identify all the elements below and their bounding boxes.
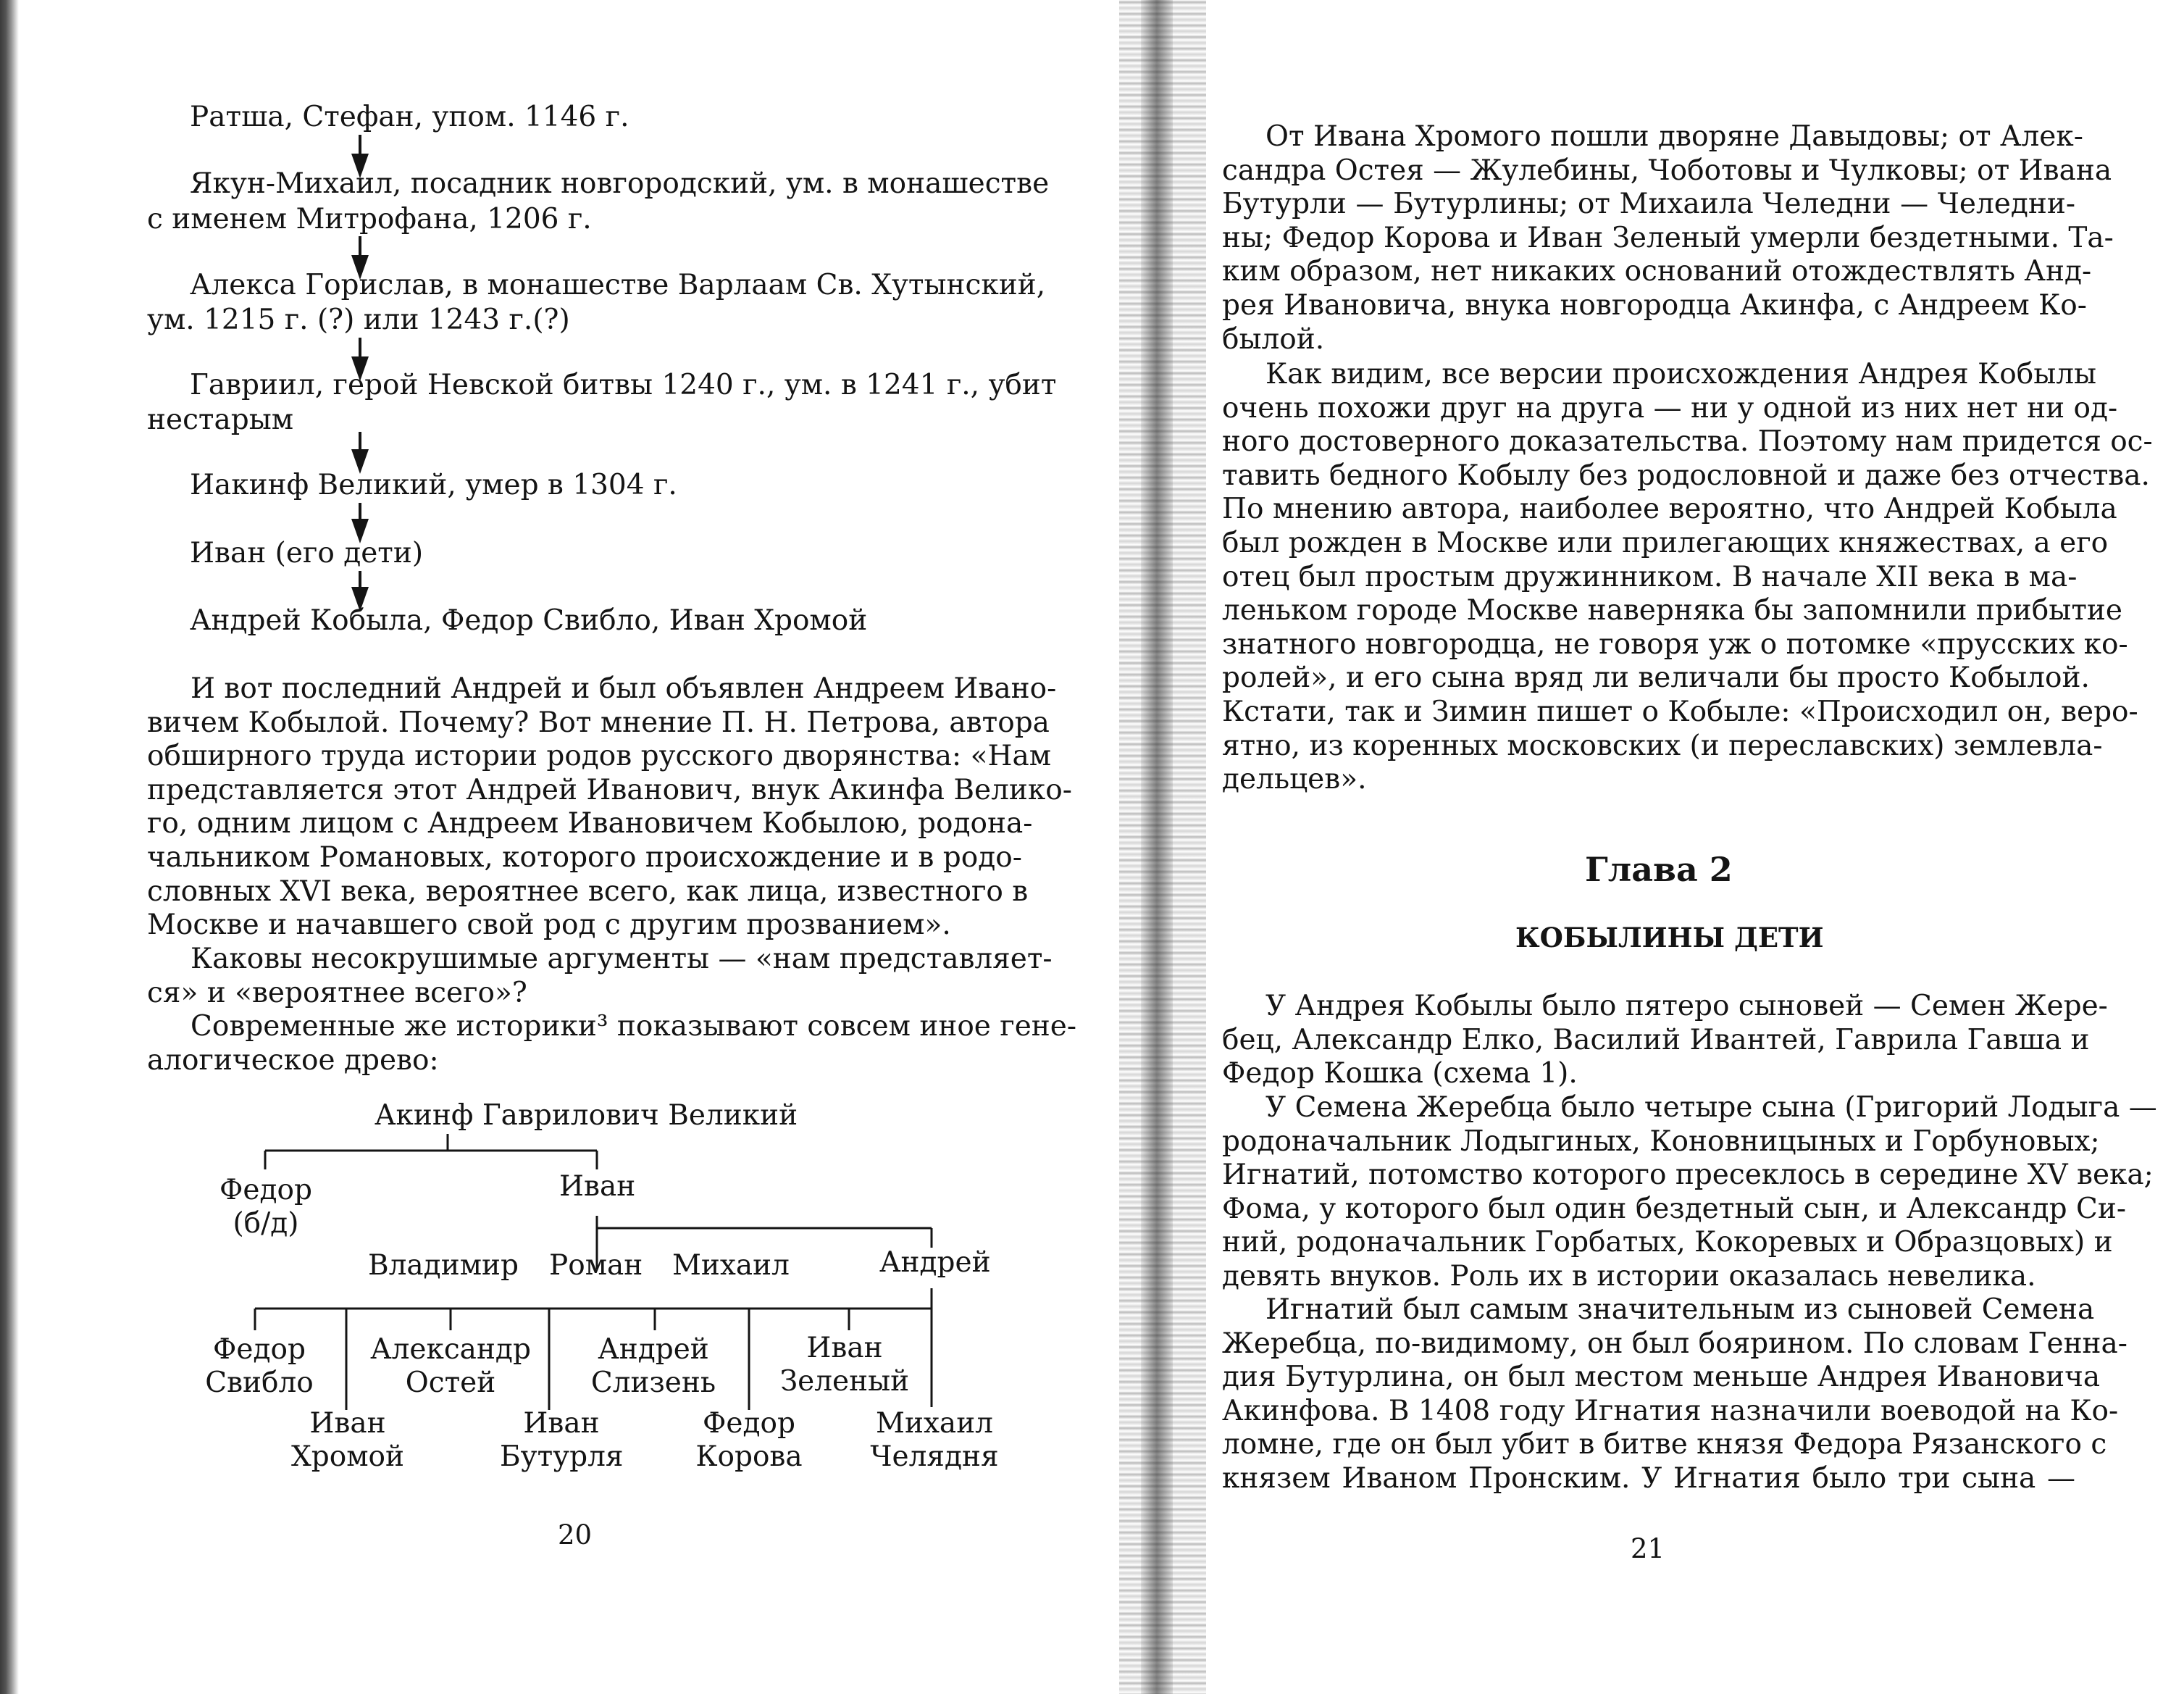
text-line: родоначальник Лодыгиных, Коновницыных и Горбуновых;	[1222, 1125, 2100, 1158]
tree-node-name: Челядня	[870, 1440, 999, 1473]
text-line: дия Бутурлина, он был местом меньше Андрея Ивановича	[1222, 1361, 2101, 1394]
text-line: князем Иваном Пронским. У Игнатия было три сына —	[1222, 1461, 2075, 1495]
tree-node-name: Остей	[405, 1367, 496, 1399]
text-line: рея Ивановича, внука новгородца Акинфа, с Андреем Ко-	[1222, 288, 2087, 322]
tree-node-fedor-korova	[691, 1407, 807, 1474]
tree-node-name: Иван	[309, 1407, 386, 1440]
tree-node-note: (б/д)	[233, 1207, 299, 1240]
tree-root: Акинф Гаврилович Великий	[375, 1099, 798, 1132]
text-line: представляется этот Андрей Иванович, внук Акинфа Велико-	[147, 773, 1072, 806]
tree-node-ivan-zeleny	[778, 1332, 911, 1398]
tree-node-name: Хромой	[290, 1440, 405, 1473]
tree-node-name: Федор	[219, 1174, 312, 1206]
text-line: словных XVI века, вероятнее всего, как лица, известного в	[147, 875, 1029, 908]
text-line: ся» и «вероятнее всего»?	[147, 976, 527, 1009]
book-gutter-fold	[1141, 0, 1173, 1694]
text-line: ний, родоначальник Горбатых, Кокоревых и Образцовых) и	[1222, 1226, 2113, 1259]
right-paragraph-5	[1222, 1293, 2127, 1496]
text-line: От Ивана Хромого пошли дворяне Давыдовы; от Алек-	[1265, 120, 2083, 153]
lineage-line: Иакинф Великий, умер в 1304 г.	[190, 469, 677, 501]
text-line: Жеребца, по-видимому, он был боярином. По словам Генна-	[1222, 1327, 2127, 1360]
text-line: Фома, у которого был один бездетный сын, и Александр Си-	[1222, 1192, 2127, 1225]
tree-node-mikhail: Михаил	[672, 1249, 790, 1282]
lineage-line: Гавриил, герой Невской битвы 1240 г., ум. в 1241 г., убит	[190, 369, 1057, 401]
tree-node-andrey: Андрей	[879, 1246, 991, 1279]
tree-node-name: Корова	[695, 1440, 803, 1473]
lineage-line: Якун-Михаил, посадник новгородский, ум. в монашестве	[190, 167, 1050, 200]
right-paragraph-1	[1222, 120, 2114, 356]
tree-node-name: Федор	[703, 1407, 795, 1440]
tree-node-name: Михаил	[876, 1407, 993, 1440]
text-line: тавить бедного Кобылу без родословной и даже без отчества.	[1222, 459, 2150, 492]
text-line: ятно, из коренных московских (и переславских) землевла-	[1222, 729, 2103, 762]
tree-node-name: Бутурля	[500, 1440, 624, 1473]
lineage-line: нестарым	[147, 404, 294, 436]
text-line: дельцев».	[1222, 763, 1367, 796]
tree-node-name: Федор	[213, 1333, 306, 1366]
chapter-title: Глава 2	[1585, 850, 1733, 889]
tree-node-name: Андрей	[598, 1333, 709, 1366]
text-line: обширного труда истории родов русского дворянства: «Нам	[147, 740, 1052, 773]
text-line: Каковы несокрушимые аргументы — «нам представляет-	[191, 943, 1053, 975]
tree-node-name: Александр	[370, 1333, 531, 1366]
lineage-line: ум. 1215 г. (?) или 1243 г.(?)	[147, 304, 570, 336]
text-line: был рожден в Москве или прилегающих княжествах, а его	[1222, 526, 2109, 559]
right-paragraph-4	[1222, 1091, 2157, 1294]
text-line: Как видим, все версии происхождения Андрея Кобылы	[1265, 358, 2097, 391]
text-line: былой.	[1222, 322, 1325, 356]
text-line: И вот последний Андрей и был объявлен Андреем Ивано-	[191, 672, 1057, 705]
lineage-line: Андрей Кобыла, Федор Свибло, Иван Хромой	[190, 604, 868, 637]
text-line: Федор Кошка (схема 1).	[1222, 1057, 1578, 1090]
tree-node-name: Свибло	[205, 1367, 314, 1399]
text-line: го, одним лицом с Андреем Ивановичем Кобылою, родона-	[147, 807, 1033, 840]
text-line: Современные же историки³ показывают совсем иное гене-	[191, 1010, 1077, 1043]
text-line: чальником Романовых, которого происхождение и в родо-	[147, 840, 1022, 874]
lineage-line: Иван (его дети)	[190, 537, 424, 569]
tree-node-name: Слизень	[590, 1367, 716, 1399]
text-line: ролей», и его сына вряд ли величали бы просто Кобылой.	[1222, 662, 2090, 695]
text-line: леньком городе Москве наверняка бы запомнили прибытие	[1222, 594, 2122, 627]
tree-node-vladimir: Владимир	[368, 1249, 519, 1282]
tree-node-fedor-svibo	[205, 1333, 314, 1400]
text-line: ломне, где он был убит в битве князя Федора Рязанского с	[1222, 1428, 2107, 1461]
lineage-line: Алекса Горислав, в монашестве Варлаам Св. Хутынский,	[190, 269, 1046, 301]
tree-node-name: Иван	[523, 1407, 600, 1440]
text-line: сандра Остея — Жулебины, Чоботовы и Чулковы; от Ивана	[1222, 154, 2112, 187]
text-line: У Семена Жеребца было четыре сына (Григорий Лодыга —	[1265, 1091, 2157, 1124]
text-line: отец был простым дружинником. В начале XII века в ма-	[1222, 560, 2078, 593]
lineage-line: Ратша, Стефан, упом. 1146 г.	[190, 101, 629, 133]
text-line: По мнению автора, наиболее вероятно, что Андрей Кобыла	[1222, 493, 2117, 526]
text-line: ким образом, нет никаких оснований отождествлять Анд-	[1222, 255, 2092, 288]
text-line: Кстати, так и Зимин пишет о Кобыле: «Происходил он, веро-	[1222, 695, 2138, 728]
tree-node-fedor	[212, 1174, 320, 1240]
tree-node-name: Иван	[806, 1332, 883, 1364]
tree-node-ivan: Иван	[559, 1170, 636, 1203]
text-line: Акинфова. В 1408 году Игнатия назначили воеводой на Ко-	[1222, 1394, 2119, 1427]
tree-node-ivan-khromoy	[290, 1407, 406, 1474]
tree-node-aleksandr-ostey	[369, 1333, 532, 1400]
text-line: Игнатий был самым значительным из сыновей Семена	[1265, 1293, 2095, 1326]
text-line: Бутурли — Бутурлины; от Михаила Челедни — Челедни-	[1222, 188, 2075, 221]
text-line: Москве и начавшего свой род с другим прозванием».	[147, 909, 951, 942]
text-line: вичем Кобылой. Почему? Вот мнение П. Н. Петрова, автора	[147, 706, 1050, 739]
text-line: Игнатий, потомство которого пресеклось в середине XV века;	[1222, 1159, 2154, 1192]
tree-node-andrey-slizen	[587, 1333, 720, 1400]
lineage-line: с именем Митрофана, 1206 г.	[147, 203, 592, 235]
tree-node-name: Зеленый	[779, 1365, 910, 1398]
page-number: 21	[1631, 1533, 1665, 1564]
text-line: знатного новгородца, не говоря уж о потомке «прусских ко-	[1222, 627, 2128, 661]
text-line: алогическое древо:	[147, 1043, 439, 1077]
text-line: очень похожи друг на друга — ни у одной из них нет ни од-	[1222, 391, 2118, 425]
text-line: бец, Александр Елко, Василий Ивантей, Гаврила Гавша и	[1222, 1023, 2090, 1056]
tree-node-mikhail-chelyadnya	[868, 1407, 1001, 1474]
chapter-subtitle: КОБЫЛИНЫ ДЕТИ	[1515, 922, 1824, 954]
text-line: У Андрея Кобылы было пятеро сыновей — Семен Жере-	[1265, 990, 2108, 1022]
tree-node-ivan-buturlya	[500, 1407, 623, 1474]
text-line: ного достоверного доказательства. Поэтому нам придется ос-	[1222, 425, 2153, 459]
text-line: ны; Федор Корова и Иван Зеленый умерли бездетными. Та-	[1222, 221, 2114, 254]
text-line: девять внуков. Роль их в истории оказалась невелика.	[1222, 1259, 2036, 1293]
tree-node-roman: Роман	[549, 1249, 643, 1282]
page-number: 20	[558, 1519, 593, 1551]
right-paragraph-3	[1222, 990, 2108, 1091]
right-paragraph-2	[1222, 358, 2153, 797]
